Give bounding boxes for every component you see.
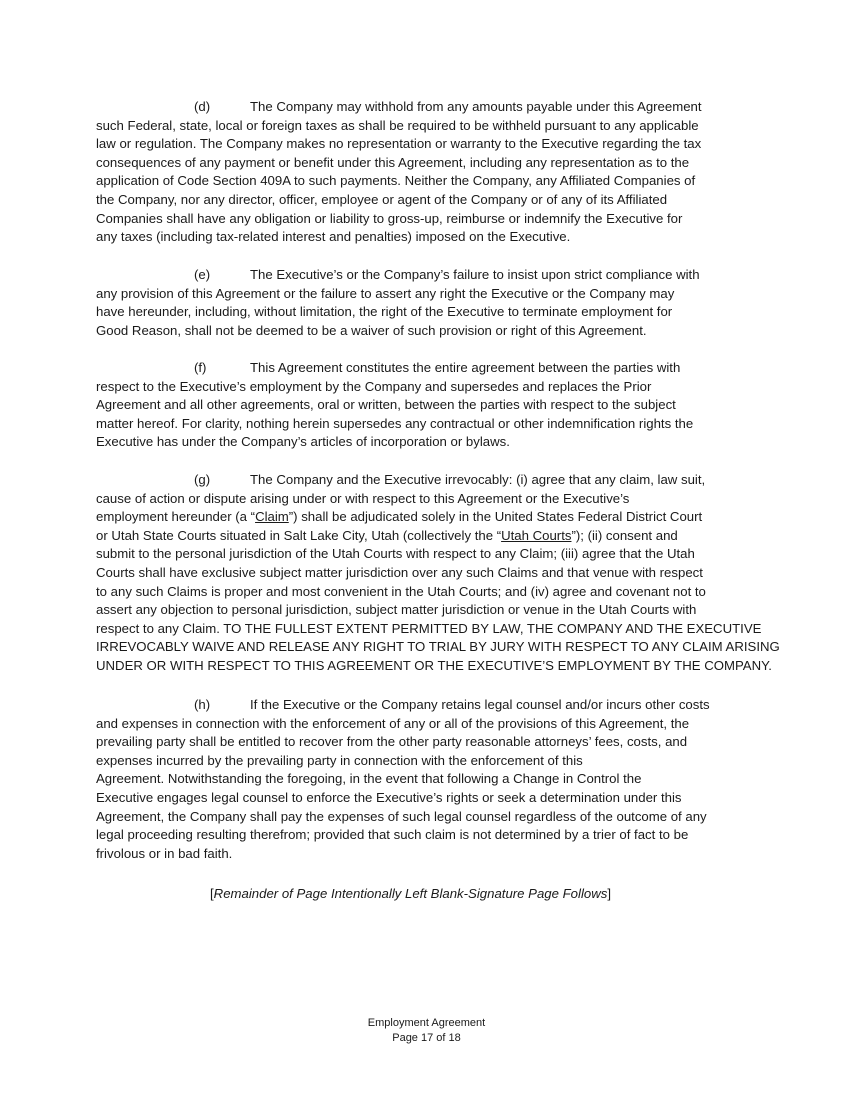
paragraph-marker: (e) xyxy=(194,267,211,282)
paragraph-text: This Agreement constitutes the entire agreement between the parties with xyxy=(250,360,681,375)
paragraph-first-line xyxy=(96,98,746,117)
footer-title: Employment Agreement xyxy=(367,1017,486,1029)
paragraph-text: employment hereunder (a “ xyxy=(96,509,256,525)
paragraph-first-line xyxy=(96,359,746,378)
paragraph-text: The Executive’s or the Company’s failure to insist upon strict compliance with xyxy=(250,267,700,282)
paragraph-d xyxy=(96,98,746,247)
paragraph-e xyxy=(96,266,746,340)
paragraph-text: The Company may withhold from any amounts payable under this Agreement xyxy=(250,99,702,114)
paragraph-line: such Federal, state, local or foreign taxes as shall be required to be withheld pursuant to any applicable xyxy=(96,117,699,133)
paragraph-marker: (f) xyxy=(194,360,207,375)
paragraph-marker: (h) xyxy=(194,697,211,712)
paragraph-line: Good Reason, shall not be deemed to be a waiver of such provision or right of this Agreement. xyxy=(96,322,647,338)
paragraph-line: cause of action or dispute arising under or with respect to this Agreement or the Executive’s xyxy=(96,490,630,506)
paragraph-text: or Utah State Courts situated in Salt Lake City, Utah (collectively the “ xyxy=(96,527,502,543)
paragraph-line: have hereunder, including, without limitation, the right of the Executive to terminate employment for xyxy=(96,304,673,320)
paragraph-line: application of Code Section 409A to such payments. Neither the Company, any Affiliated Companies of xyxy=(96,173,696,189)
paragraph-line: submit to the personal jurisdiction of the Utah Courts with respect to any Claim; (iii) agree that the Utah xyxy=(96,546,695,562)
paragraph-text: ”) shall be adjudicated solely in the United States Federal District Court xyxy=(288,509,703,525)
paragraph-marker: (d) xyxy=(194,99,211,114)
paragraph-line: Agreement and all other agreements, oral or written, between the parties with respect to the subject xyxy=(96,397,676,413)
paragraph-line: consequences of any payment or benefit under this Agreement, including any representation as to the xyxy=(96,154,690,170)
defined-term-claim: Claim xyxy=(255,509,289,525)
paragraph-line: respect to any Claim. TO THE FULLEST EXTENT PERMITTED BY LAW, THE COMPANY AND THE EXECUTIVE xyxy=(96,620,762,636)
closing-note xyxy=(210,886,611,901)
closing-note-text: Remainder of Page Intentionally Left Blank-Signature Page Follows xyxy=(213,886,608,901)
paragraph-first-line xyxy=(96,696,746,715)
paragraph-line: IRREVOCABLY WAIVE AND RELEASE ANY RIGHT TO TRIAL BY JURY WITH RESPECT TO ANY CLAIM ARISING xyxy=(96,639,780,655)
paragraph-line: any taxes (including tax-related interest and penalties) imposed on the Executive. xyxy=(96,229,571,245)
paragraph-h xyxy=(96,696,746,863)
bracket-open: [ xyxy=(210,886,214,901)
page-number: Page 17 of 18 xyxy=(392,1032,461,1044)
paragraph-line: Courts shall have exclusive subject matter jurisdiction over any such Claims and that venue with respect xyxy=(96,564,703,580)
paragraph-text: ”); (ii) consent and xyxy=(571,527,678,543)
paragraph-g xyxy=(96,471,780,676)
paragraph-line: Agreement. Notwithstanding the foregoing, in the event that following a Change in Control the xyxy=(96,771,642,787)
page-footer xyxy=(0,1016,853,1046)
paragraph-line: respect to the Executive’s employment by the Company and supersedes and replaces the Prior xyxy=(96,378,652,394)
paragraph-line: and expenses in connection with the enforcement of any or all of the provisions of this Agreement, the xyxy=(96,715,690,731)
paragraph-f xyxy=(96,359,746,452)
paragraph-line: frivolous or in bad faith. xyxy=(96,845,233,861)
paragraph-line: prevailing party shall be entitled to recover from the other party reasonable attorneys’ fees, costs, and xyxy=(96,734,688,750)
paragraph-line xyxy=(96,508,746,527)
paragraph-line xyxy=(96,527,746,546)
paragraph-line: Executive engages legal counsel to enforce the Executive’s rights or seek a determination under this xyxy=(96,789,682,805)
paragraph-text: The Company and the Executive irrevocably: (i) agree that any claim, law suit, xyxy=(250,472,706,487)
paragraph-line: Agreement, the Company shall pay the expenses of such legal counsel regardless of the outcome of any xyxy=(96,808,707,824)
paragraph-line: law or regulation. The Company makes no representation or warranty to the Executive regarding the tax xyxy=(96,136,702,152)
paragraph-line: any provision of this Agreement or the failure to assert any right the Executive or the Company may xyxy=(96,285,675,301)
paragraph-marker: (g) xyxy=(194,472,211,487)
paragraph-line: expenses incurred by the prevailing party in connection with the enforcement of this xyxy=(96,752,583,768)
paragraph-line: to any such Claims is proper and most convenient in the Utah Courts; and (iv) agree and covenant not to xyxy=(96,583,706,599)
paragraph-line: Executive has under the Company’s articles of incorporation or bylaws. xyxy=(96,434,510,450)
paragraph-line: assert any objection to personal jurisdiction, subject matter jurisdiction or venue in the Utah Courts with xyxy=(96,602,697,618)
paragraph-first-line xyxy=(96,471,746,490)
paragraph-line: legal proceeding resulting therefrom; provided that such claim is not determined by a trier of fact to be xyxy=(96,827,689,843)
bracket-close: ] xyxy=(607,886,611,901)
paragraph-line: UNDER OR WITH RESPECT TO THIS AGREEMENT OR THE EXECUTIVE’S EMPLOYMENT BY THE COMPANY. xyxy=(96,657,772,673)
paragraph-line: the Company, nor any director, officer, employee or agent of the Company or of any of its Affiliated xyxy=(96,191,668,207)
defined-term-utah-courts: Utah Courts xyxy=(501,527,572,543)
paragraph-line: matter hereof. For clarity, nothing herein supersedes any contractual or other indemnification rights the xyxy=(96,415,694,431)
paragraph-text: If the Executive or the Company retains legal counsel and/or incurs other costs xyxy=(250,697,710,712)
paragraph-line: Companies shall have any obligation or liability to gross-up, reimburse or indemnify the Executive for xyxy=(96,210,683,226)
paragraph-first-line xyxy=(96,266,746,285)
